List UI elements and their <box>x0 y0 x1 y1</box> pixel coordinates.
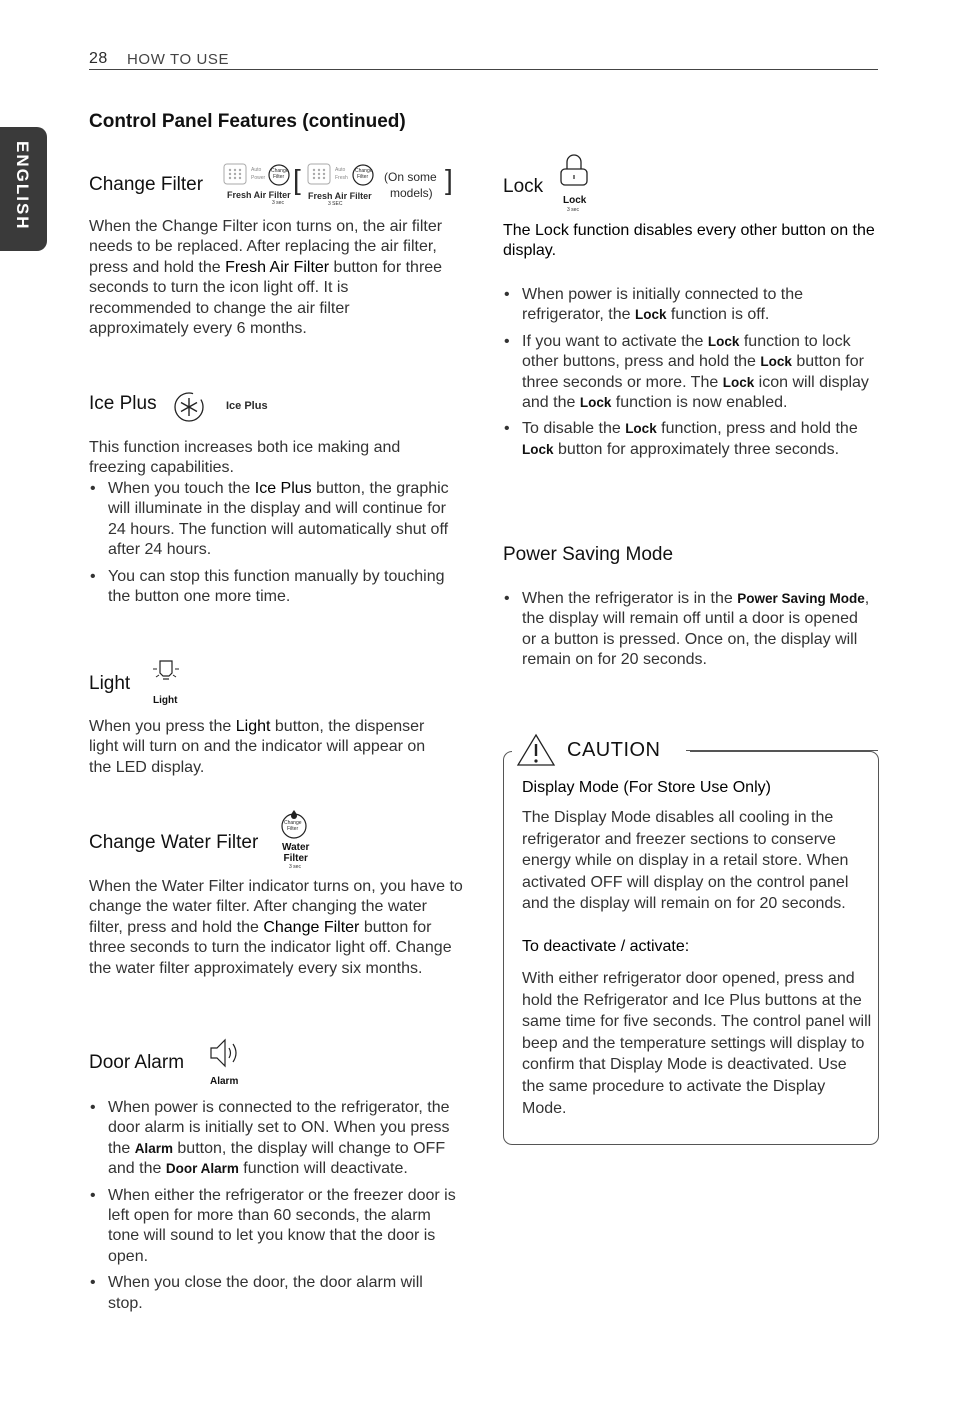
list-item: • When either the refrigerator or the freezer door is left open for more than 60 seconds, the alarm tone will sound to let you know that the door is open. <box>89 1186 461 1268</box>
lock-heading: Lock <box>503 176 544 197</box>
close-bracket-icon: ] <box>445 164 453 195</box>
caution-deactivate-text: With either refrigerator door opened, press and hold the Refrigerator and Ice Plus buttons at the same time for five seconds. The control panel will beep and the temperature settings will display to confirm that Display Mode is deactivated. Use the same procedure to activate the Display Mode. <box>522 970 872 1117</box>
water-filter-icon-label: Water Filter <box>282 842 310 864</box>
speaker-icon <box>207 1036 241 1070</box>
light-heading: Light <box>89 673 131 694</box>
lock-icon-label: Lock <box>563 195 587 206</box>
on-some-models-note-2: models) <box>390 186 433 200</box>
lock-icon <box>557 153 591 189</box>
lock-lead: The Lock function disables every other button on the display. <box>503 222 875 260</box>
water-filter-small-label: Filter <box>287 826 299 832</box>
filter-label: Filter <box>273 174 285 180</box>
alarm-icon-label: Alarm <box>210 1076 239 1087</box>
list-item: • If you want to activate the Lock function to lock other buttons, press and hold the Lock button for three seconds or more. The Lock icon will display and the Lock function is now enabled. <box>503 332 875 414</box>
header-rule <box>89 69 878 70</box>
caution-subtitle-deactivate: To deactivate / activate: <box>522 938 690 955</box>
language-tab <box>0 127 47 251</box>
power-saving-heading: Power Saving Mode <box>503 544 674 565</box>
ice-plus-heading: Ice Plus <box>89 393 157 414</box>
fresh-label: Fresh <box>335 175 348 181</box>
caution-title-rule <box>686 750 878 751</box>
lock-three-sec-label: 3 sec <box>567 207 579 213</box>
light-icon-label: Light <box>153 695 178 706</box>
filter-label-2: Filter <box>357 174 369 180</box>
auto-label: Auto <box>251 167 262 173</box>
auto-label-2: Auto <box>335 167 346 173</box>
list-item: • When you close the door, the door alarm will stop. <box>89 1273 461 1314</box>
light-text: When you press the Light button, the dispenser light will turn on and the indicator will appear on the LED display. <box>89 718 426 776</box>
caution-subtitle-display-mode: Display Mode (For Store Use Only) <box>522 779 771 796</box>
light-bulb-icon <box>150 655 182 691</box>
water-change-label: Change <box>284 820 302 826</box>
door-alarm-list <box>89 1098 461 1320</box>
section-title: HOW TO USE <box>127 51 230 68</box>
list-item: • When power is connected to the refrigerator, the door alarm is initially set to ON. When you press the Alarm button, the display will change to OFF and the Door Alarm function will deactivate. <box>89 1098 461 1180</box>
door-alarm-heading: Door Alarm <box>89 1052 185 1073</box>
change-label-2: Change <box>355 168 373 174</box>
list-item: • When you touch the Ice Plus button, the graphic will illuminate in the display and will continue for 24 hours. The function will automatically shut off after 24 hours. <box>89 479 451 561</box>
change-filter-heading: Change Filter <box>89 174 204 195</box>
lock-list <box>503 285 875 466</box>
snowflake-icon <box>172 390 208 424</box>
caution-title: CAUTION <box>567 739 661 761</box>
change-filter-icon-group <box>222 160 462 210</box>
page-number: 28 <box>89 50 108 67</box>
ice-plus-intro: This function increases both ice making and freezing capabilities. <box>89 439 401 477</box>
open-bracket-icon: [ <box>293 164 301 195</box>
change-filter-text: When the Change Filter icon turns on, the air filter needs to be replaced. After replacing the air filter, press and hold the Fresh Air Filter button for three seconds to turn the icon light off. It is recommended to change the air filter approximately every 6 months. <box>89 218 443 338</box>
warning-triangle-icon <box>516 733 556 767</box>
water-filter-text: When the Water Filter indicator turns on, you have to change the water filter. After changing the water filter, press and hold the Change Filter button for three seconds to turn the indicator light off. Change the water filter approximately every six months. <box>89 878 463 977</box>
fresh-air-filter-label: Fresh Air Filter <box>227 190 291 200</box>
three-sec-label: 3 sec <box>272 200 284 206</box>
list-item: • You can stop this function manually by touching the button one more time. <box>89 567 451 608</box>
power-label: Power <box>251 175 266 181</box>
change-label: Change <box>271 168 289 174</box>
ice-plus-icon-label: Ice Plus <box>226 400 268 412</box>
list-item: • To disable the Lock function, press and hold the Lock button for approximately three seconds. <box>503 419 875 460</box>
on-some-models-note: (On some <box>384 170 437 184</box>
ice-plus-list <box>89 479 451 613</box>
three-sec-label-2: 3 SEC <box>328 201 343 207</box>
fresh-air-filter-label-2: Fresh Air Filter <box>308 191 372 201</box>
caution-display-mode-text: The Display Mode disables all cooling in the refrigerator and freezer sections to conserve energy while on display in a retail store. When activated OFF will display on the control panel and the display will remain on for 20 seconds. <box>522 809 849 913</box>
water-filter-heading: Change Water Filter <box>89 832 259 853</box>
list-item: • When power is initially connected to the refrigerator, the Lock function is off. <box>503 285 875 326</box>
language-tab-label: ENGLISH <box>13 141 32 231</box>
fresh-air-filter-keyword: Fresh Air Filter <box>225 258 330 276</box>
power-saving-list <box>503 589 875 677</box>
water-three-sec-label: 3 sec <box>289 864 301 870</box>
page-title: Control Panel Features (continued) <box>89 111 406 132</box>
list-item: • When the refrigerator is in the Power Saving Mode, the display will remain off until a door is opened or a button is pressed. Once on, the display will remain on for 20 seconds. <box>503 589 875 671</box>
